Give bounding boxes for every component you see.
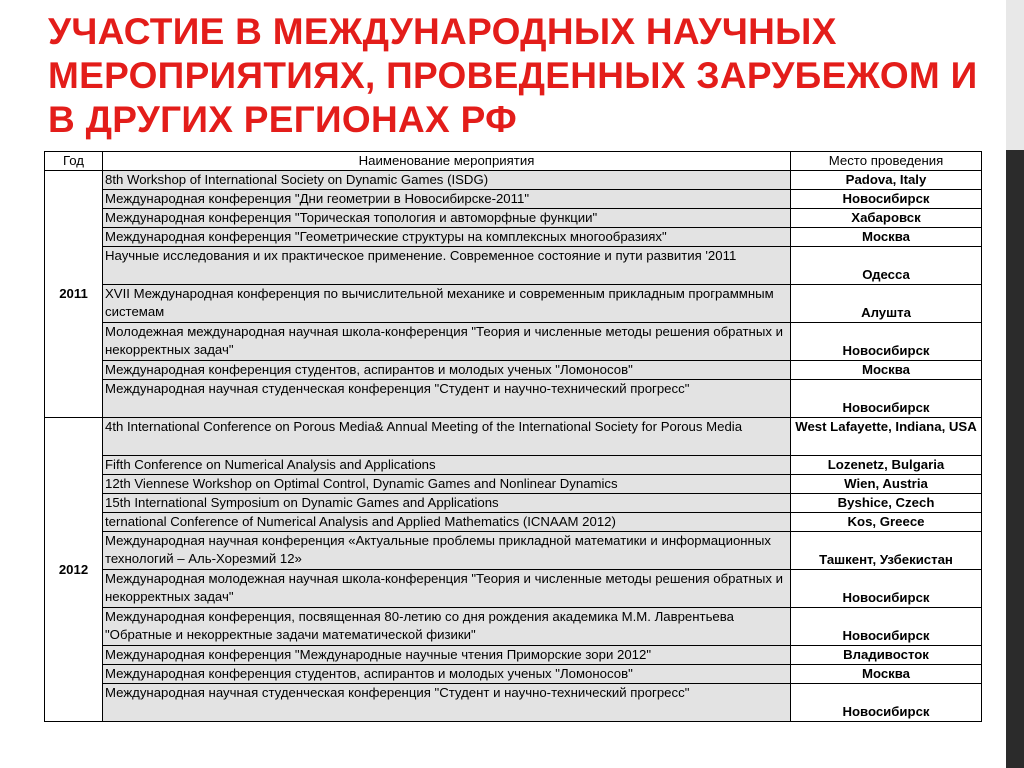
event-place: Kos, Greece [791, 513, 982, 532]
event-name: 15th International Symposium on Dynamic Games and Applications [103, 494, 791, 513]
event-name: 8th Workshop of International Society on Dynamic Games (ISDG) [103, 171, 791, 190]
table-row [45, 684, 982, 722]
header-name: Наименование мероприятия [103, 152, 791, 171]
event-place: Владивосток [791, 646, 982, 665]
table-row [45, 361, 982, 380]
table-row [45, 247, 982, 285]
event-name: Международная молодежная научная школа-конференция "Теория и численные методы решения обратных и некорректных задач" [103, 570, 791, 608]
event-name: 12th Viennese Workshop on Optimal Control, Dynamic Games and Nonlinear Dynamics [103, 475, 791, 494]
table-row [45, 190, 982, 209]
table-row [45, 475, 982, 494]
event-place: Москва [791, 228, 982, 247]
year-cell: 2012 [45, 418, 103, 722]
right-edge-bar [1006, 0, 1024, 768]
event-place: Padova, Italy [791, 171, 982, 190]
table-row [45, 532, 982, 570]
event-place: Byshice, Czech [791, 494, 982, 513]
event-name: Fifth Conference on Numerical Analysis and Applications [103, 456, 791, 475]
table-row [45, 171, 982, 190]
table-row [45, 513, 982, 532]
event-name: Международная конференция "Торическая топология и автоморфные функции" [103, 209, 791, 228]
event-place: West Lafayette, Indiana, USA [791, 418, 982, 456]
header-place: Место проведения [791, 152, 982, 171]
event-name: Научные исследования и их практическое применение. Современное состояние и пути развития '2011 [103, 247, 791, 285]
event-place: Новосибирск [791, 190, 982, 209]
event-place: Новосибирск [791, 684, 982, 722]
events-table [44, 151, 982, 722]
event-place: Новосибирск [791, 380, 982, 418]
table-row [45, 570, 982, 608]
event-name: Международная научная студенческая конференция "Студент и научно-технический прогресс" [103, 380, 791, 418]
event-place: Одесса [791, 247, 982, 285]
table-row [45, 323, 982, 361]
event-name: Международная конференция "Дни геометрии в Новосибирске-2011" [103, 190, 791, 209]
event-name: XVII Международная конференция по вычислительной механике и современным прикладным программным системам [103, 285, 791, 323]
header-row [45, 152, 982, 171]
page-title: УЧАСТИЕ В МЕЖДУНАРОДНЫХ НАУЧНЫХ МЕРОПРИЯТИЯХ, ПРОВЕДЕННЫХ ЗАРУБЕЖОМ И В ДРУГИХ РЕГИОНАХ РФ [48, 11, 978, 140]
event-place: Wien, Austria [791, 475, 982, 494]
event-name: Молодежная международная научная школа-конференция "Теория и численные методы решения обратных и некорректных задач" [103, 323, 791, 361]
header-year: Год [45, 152, 103, 171]
table-row [45, 608, 982, 646]
event-name: Международная конференция, посвященная 80-летию со дня рождения академика М.М. Лаврентьева "Обратные и некорректные задачи математической физики" [103, 608, 791, 646]
table-row [45, 209, 982, 228]
event-name: ternational Conference of Numerical Analysis and Applied Mathematics (ICNAAM 2012) [103, 513, 791, 532]
event-place: Новосибирск [791, 570, 982, 608]
table-row [45, 456, 982, 475]
event-name: Международная конференция студентов, аспирантов и молодых ученых "Ломоносов" [103, 361, 791, 380]
table-row [45, 646, 982, 665]
event-place: Москва [791, 361, 982, 380]
event-place: Алушта [791, 285, 982, 323]
event-name: Международная конференция студентов, аспирантов и молодых ученых "Ломоносов" [103, 665, 791, 684]
event-place: Новосибирск [791, 323, 982, 361]
table-row [45, 228, 982, 247]
event-place: Ташкент, Узбекистан [791, 532, 982, 570]
event-name: Международная научная студенческая конференция "Студент и научно-технический прогресс" [103, 684, 791, 722]
table-row [45, 418, 982, 456]
event-place: Москва [791, 665, 982, 684]
year-cell: 2011 [45, 171, 103, 418]
event-place: Lozenetz, Bulgaria [791, 456, 982, 475]
event-name: Международная научная конференция «Актуальные проблемы прикладной математики и информационных технологий – Аль-Хорезмий 12» [103, 532, 791, 570]
table-row [45, 285, 982, 323]
event-place: Хабаровск [791, 209, 982, 228]
table-row [45, 494, 982, 513]
table-row [45, 665, 982, 684]
event-place: Новосибирск [791, 608, 982, 646]
event-name: Международная конференция "Геометрические структуры на комплексных многообразиях" [103, 228, 791, 247]
event-name: Международная конференция "Международные научные чтения Приморские зори 2012" [103, 646, 791, 665]
table-row [45, 380, 982, 418]
event-name: 4th International Conference on Porous Media& Annual Meeting of the International Society for Porous Media [103, 418, 791, 456]
